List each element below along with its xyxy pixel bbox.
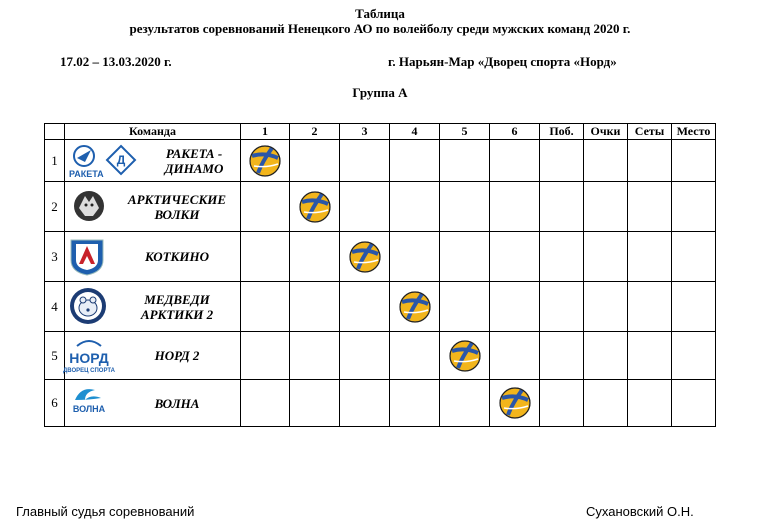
score-cell xyxy=(490,140,540,182)
nord-logo-subtext: ДВОРЕЦ СПОРТА xyxy=(62,368,116,374)
score-cell xyxy=(440,380,490,427)
score-cell xyxy=(241,282,290,332)
score-cell xyxy=(241,380,290,427)
judge-label: Главный судья соревнований xyxy=(16,504,195,519)
header-num xyxy=(45,124,65,140)
place-cell xyxy=(672,182,716,232)
kotkino-logo xyxy=(67,236,107,281)
header-col-3: 3 xyxy=(340,124,390,140)
header-col-2: 2 xyxy=(290,124,340,140)
place-cell xyxy=(672,332,716,380)
place-cell xyxy=(672,380,716,427)
table-row xyxy=(45,282,716,332)
volleyball-icon xyxy=(241,144,289,178)
header-points: Очки xyxy=(584,124,628,140)
header-col-6: 6 xyxy=(490,124,540,140)
volna-logo xyxy=(67,384,111,421)
team-name-line2: ВОЛКИ xyxy=(154,206,200,222)
team-cell xyxy=(65,182,241,232)
volleyball-icon xyxy=(340,240,389,274)
svg-text:Д: Д xyxy=(116,153,126,167)
score-cell xyxy=(290,140,340,182)
header-sets: Сеты xyxy=(628,124,672,140)
score-cell xyxy=(340,380,390,427)
points-cell xyxy=(584,140,628,182)
team-name-line1: ВОЛНА xyxy=(154,395,200,411)
volleyball-icon xyxy=(390,290,439,324)
judge-name: Сухановский О.Н. xyxy=(586,504,694,519)
nord-logo-text: НОРД xyxy=(69,350,109,366)
raketa-dinamo-logo xyxy=(67,144,139,185)
team-name-line2: АРКТИКИ 2 xyxy=(140,306,214,322)
row-number: 6 xyxy=(45,380,65,427)
score-cell xyxy=(490,182,540,232)
table-row xyxy=(45,182,716,232)
score-cell xyxy=(440,182,490,232)
sets-cell xyxy=(628,182,672,232)
diagonal-cell xyxy=(490,380,540,427)
header-wins: Поб. xyxy=(540,124,584,140)
score-cell xyxy=(490,282,540,332)
table-row xyxy=(45,140,716,182)
team-name xyxy=(149,140,239,181)
sets-cell xyxy=(628,282,672,332)
place-cell xyxy=(672,232,716,282)
score-cell xyxy=(390,332,440,380)
score-cell xyxy=(440,232,490,282)
team-name-line1: НОРД 2 xyxy=(154,348,200,363)
header-row xyxy=(45,124,716,140)
header-col-4: 4 xyxy=(390,124,440,140)
team-cell xyxy=(65,380,241,427)
table-row xyxy=(45,380,716,427)
score-cell xyxy=(390,232,440,282)
diagonal-cell xyxy=(290,182,340,232)
team-cell xyxy=(65,232,241,282)
team-cell xyxy=(62,332,241,380)
score-cell xyxy=(490,332,540,380)
score-cell xyxy=(290,380,340,427)
team-name-line2: ДИНАМО xyxy=(164,160,224,176)
points-cell xyxy=(584,182,628,232)
score-cell xyxy=(241,232,290,282)
place-cell xyxy=(672,140,716,182)
sets-cell xyxy=(628,332,672,380)
raketa-logo-text: РАКЕТА xyxy=(69,169,104,179)
wins-cell xyxy=(540,380,584,427)
wins-cell xyxy=(540,140,584,182)
points-cell xyxy=(584,380,628,427)
score-cell xyxy=(340,140,390,182)
header-place: Место xyxy=(672,124,716,140)
bears-logo xyxy=(67,286,109,331)
sets-cell xyxy=(628,140,672,182)
row-number: 2 xyxy=(45,182,65,232)
row-number: 1 xyxy=(45,140,65,182)
score-cell xyxy=(440,140,490,182)
nord-logo xyxy=(62,336,116,379)
score-cell xyxy=(490,232,540,282)
team-name-line1: РАКЕТА - xyxy=(165,145,223,161)
team-name xyxy=(115,380,239,426)
header-col-5: 5 xyxy=(440,124,490,140)
event-venue: г. Нарьян-Мар «Дворец спорта «Норд» xyxy=(388,54,617,69)
header-col-1: 1 xyxy=(241,124,290,140)
score-cell xyxy=(340,282,390,332)
score-cell xyxy=(290,282,340,332)
score-cell xyxy=(340,332,390,380)
sets-cell xyxy=(628,380,672,427)
volleyball-icon xyxy=(490,386,539,420)
score-cell xyxy=(290,332,340,380)
sets-cell xyxy=(628,232,672,282)
team-name xyxy=(115,182,239,231)
arctic-wolves-logo xyxy=(69,186,109,229)
volleyball-icon xyxy=(440,339,489,373)
table-row xyxy=(45,232,716,282)
results-table xyxy=(44,123,716,427)
score-cell xyxy=(340,182,390,232)
event-dates: 17.02 – 13.03.2020 г. xyxy=(60,54,172,69)
volleyball-icon xyxy=(290,190,339,224)
team-name xyxy=(115,282,239,331)
doc-title: Таблица xyxy=(355,6,405,21)
score-cell xyxy=(241,182,290,232)
score-cell xyxy=(290,232,340,282)
volna-logo-text: ВОЛНА xyxy=(72,404,106,414)
score-cell xyxy=(390,182,440,232)
row-number: 4 xyxy=(45,282,65,332)
points-cell xyxy=(584,332,628,380)
team-name-line1: КОТКИНО xyxy=(145,249,209,264)
team-cell xyxy=(65,282,241,332)
score-cell xyxy=(440,282,490,332)
score-cell xyxy=(241,332,290,380)
score-cell xyxy=(390,380,440,427)
points-cell xyxy=(584,232,628,282)
doc-subtitle: результатов соревнований Ненецкого АО по волейболу среди мужских команд 2020 г. xyxy=(129,21,631,36)
diagonal-cell xyxy=(340,232,390,282)
team-name-line1: МЕДВЕДИ xyxy=(144,291,210,307)
diagonal-cell xyxy=(440,332,490,380)
team-name xyxy=(115,232,239,281)
group-label: Группа А xyxy=(352,85,408,100)
wins-cell xyxy=(540,332,584,380)
diagonal-cell xyxy=(241,140,290,182)
header-team: Команда xyxy=(65,124,241,140)
row-number: 5 xyxy=(45,332,65,380)
place-cell xyxy=(672,282,716,332)
team-name-line1: АРКТИЧЕСКИЕ xyxy=(127,191,227,207)
score-cell xyxy=(390,140,440,182)
wins-cell xyxy=(540,232,584,282)
wins-cell xyxy=(540,182,584,232)
row-number: 3 xyxy=(45,232,65,282)
table-row xyxy=(45,332,716,380)
team-name xyxy=(115,332,239,379)
points-cell xyxy=(584,282,628,332)
wins-cell xyxy=(540,282,584,332)
team-cell xyxy=(65,140,241,182)
diagonal-cell xyxy=(390,282,440,332)
